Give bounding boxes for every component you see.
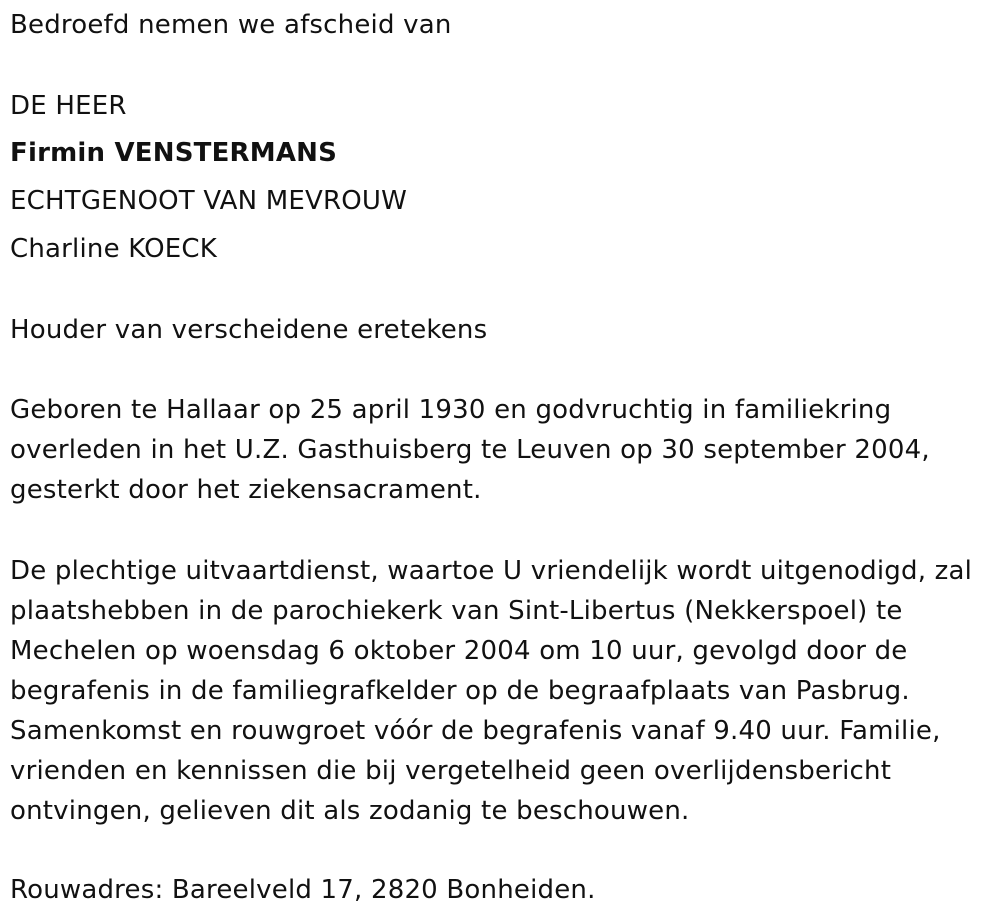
funeral-line: ontvingen, gelieven dit als zodanig te beschouwen. (10, 796, 690, 826)
birth-death-paragraph (10, 390, 990, 510)
honors-text: Houder van verscheidene eretekens (10, 315, 488, 345)
funeral-line: De plechtige uitvaartdienst, waartoe U vriendelijk wordt uitgenodigd, zal (10, 556, 973, 586)
spouse-name: Charline KOECK (10, 234, 217, 264)
funeral-paragraph (10, 551, 990, 831)
deceased-name: Firmin VENSTERMANS (10, 138, 338, 168)
funeral-line: begrafenis in de familiegrafkelder op de begraafplaats van Pasbrug. (10, 676, 910, 706)
birth-death-line: Geboren te Hallaar op 25 april 1930 en godvruchtig in familiekring (10, 395, 892, 425)
birth-death-line: overleden in het U.Z. Gasthuisberg te Leuven op 30 september 2004, (10, 435, 930, 465)
funeral-line: vrienden en kennissen die bij vergetelheid geen overlijdensbericht (10, 756, 892, 786)
spouse-label: ECHTGENOOT VAN MEVROUW (10, 186, 408, 216)
funeral-line: plaatshebben in de parochiekerk van Sint-Libertus (Nekkerspoel) te (10, 596, 903, 626)
intro-text: Bedroefd nemen we afscheid van (10, 10, 452, 40)
mourning-address: Rouwadres: Bareelveld 17, 2820 Bonheiden. (10, 875, 596, 905)
birth-death-line: gesterkt door het ziekensacrament. (10, 475, 482, 505)
funeral-line: Samenkomst en rouwgroet vóór de begrafenis vanaf 9.40 uur. Familie, (10, 716, 941, 746)
funeral-line: Mechelen op woensdag 6 oktober 2004 om 10 uur, gevolgd door de (10, 636, 908, 666)
title-text: DE HEER (10, 91, 127, 121)
